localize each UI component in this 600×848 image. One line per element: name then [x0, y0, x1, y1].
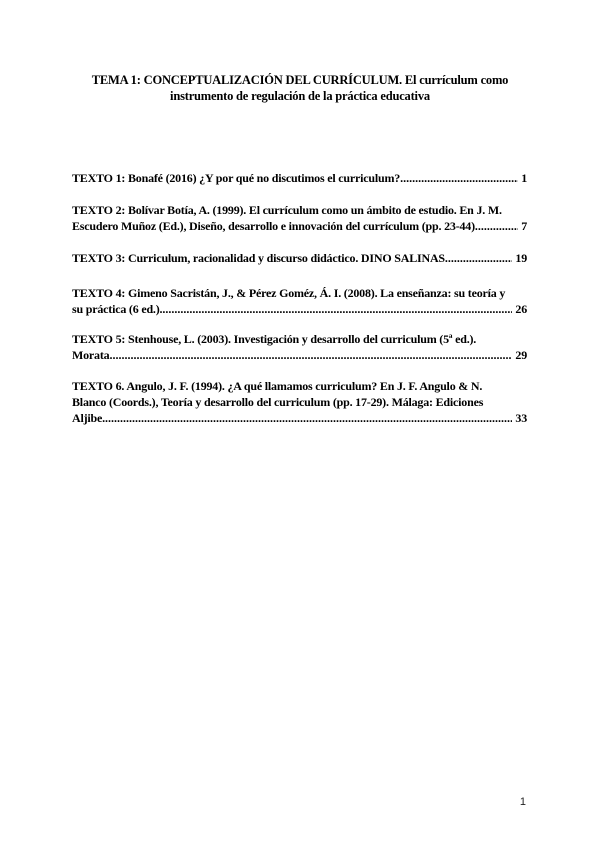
toc-entry-4-text-line-2: su práctica (6 ed.).: [72, 302, 163, 316]
page-number: 1: [519, 796, 526, 808]
toc-entry-6-text-line-2: Blanco (Coords.), Teoría y desarrollo del curriculum (pp. 17-29). Málaga: Ediciones: [72, 395, 484, 409]
toc-entry-1-text: TEXTO 1: Bonafé (2016) ¿Y por qué no discutimos el curriculum?: [72, 171, 401, 185]
toc-entry-1[interactable]: [72, 170, 527, 186]
toc-entry-5-text-line-2: Morata: [72, 348, 110, 362]
toc-entry-1-leader: [400, 170, 518, 186]
toc-entry-3-page: 19: [515, 251, 527, 265]
toc-entry-6-text-line-1: TEXTO 6. Angulo, J. F. (1994). ¿A qué llamamos curriculum? En J. F. Angulo & N.: [72, 379, 483, 393]
toc-entry-2-page: 7: [521, 219, 527, 233]
toc-entry-5-text-line-1: TEXTO 5: Stenhouse, L. (2003). Investigación y desarrollo del curriculum (5ª ed.).: [72, 332, 477, 346]
toc-entry-2-text-line-2: Escudero Muñoz (Ed.), Diseño, desarrollo e innovación del currículum (pp. 23-44): [72, 219, 475, 233]
toc-entry-3[interactable]: [72, 250, 527, 266]
toc-entry-1-page: 1: [521, 171, 527, 185]
toc-entry-3-text: TEXTO 3: Curriculum, racionalidad y discurso didáctico. DINO SALINAS: [72, 251, 445, 265]
toc-entry-4-leader: [162, 301, 512, 317]
toc-entry-6[interactable]: [72, 378, 527, 426]
toc-entry-5[interactable]: [72, 331, 527, 363]
toc-entry-3-leader: [445, 250, 513, 266]
toc-entry-2[interactable]: [72, 202, 527, 234]
toc-entry-5-leader: [109, 347, 512, 363]
toc-entry-2-leader: [475, 218, 518, 234]
toc-entry-4[interactable]: [72, 285, 527, 317]
title-line-1: TEMA 1: CONCEPTUALIZACIÓN DEL CURRÍCULUM. El currículum como: [91, 73, 509, 87]
toc-entry-4-text-line-1: TEXTO 4: Gimeno Sacristán, J., & Pérez Goméz, Á. I. (2008). La enseñanza: su teoría y: [72, 286, 506, 300]
toc-entry-2-text-line-1: TEXTO 2: Bolívar Botía, A. (1999). El currículum como un ámbito de estudio. En J. M.: [72, 203, 502, 217]
title-line-2: instrumento de regulación de la práctica educativa: [170, 89, 430, 103]
toc-entry-6-leader: [105, 410, 512, 426]
document-title: [80, 72, 520, 104]
toc-entry-6-text-line-3: Aljibe.: [72, 411, 105, 425]
toc-entry-6-page: 33: [515, 411, 527, 425]
toc-entry-4-page: 26: [515, 302, 527, 316]
toc-entry-5-page: 29: [515, 348, 527, 362]
